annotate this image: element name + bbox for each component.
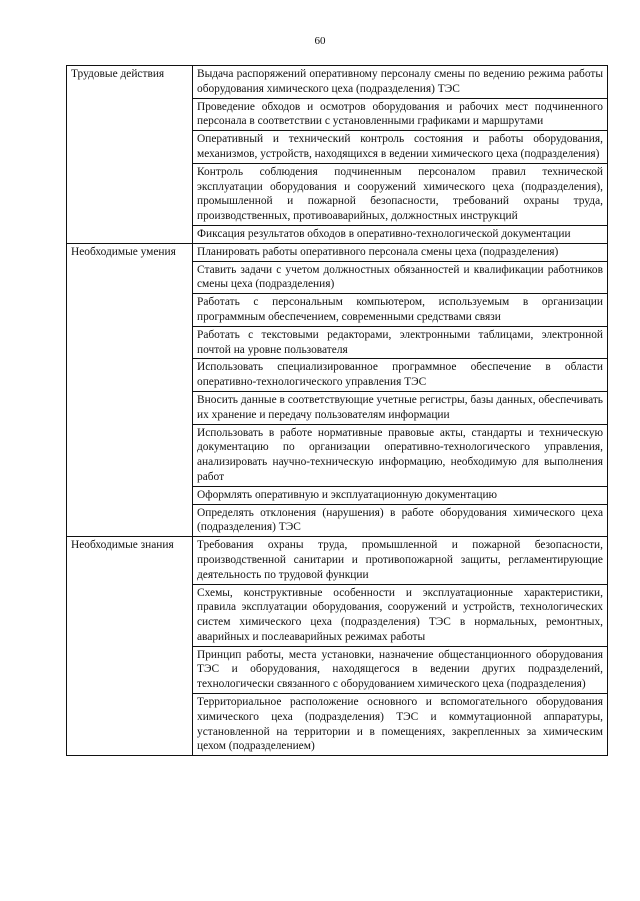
item-cell: Вносить данные в соответствующие учетные регистры, базы данных, обеспечивать их хранение и передачу пользователям информации [193,391,608,424]
table-row [67,537,608,584]
item-cell: Ставить задачи с учетом должностных обязанностей и квалификации работников смены цеха (подразделения) [193,261,608,294]
item-cell: Определять отклонения (нарушения) в работе оборудования химического цеха (подразделения) ТЭС [193,504,608,537]
table-row [67,66,608,99]
item-cell: Территориальное расположение основного и вспомогательного оборудования химического цеха (подразделения) ТЭС и коммутационной аппаратуры, установленной на территории и в помещениях, закрепленных за химическим цехом (подразделением) [193,694,608,756]
requirements-table [66,65,608,756]
item-cell: Использовать специализированное программное обеспечение в области оперативно-технологического управления ТЭС [193,359,608,392]
item-cell: Принцип работы, места установки, назначение общестанционного оборудования ТЭС и оборудования, находящегося в ведении других подразделений, технологически связанного с оборудованием химического цеха (подразделения) [193,646,608,693]
item-cell: Работать с персональным компьютером, используемым в организации программным обеспечением, современными средствами связи [193,294,608,327]
category-cell-required-knowledge [67,537,193,756]
item-cell: Фиксация результатов обходов в оперативно-технологической документации [193,225,608,243]
item-cell: Выдача распоряжений оперативному персоналу смены по ведению режима работы оборудования химического цеха (подразделения) ТЭС [193,66,608,99]
category-cell-required-skills [67,243,193,536]
table-row [67,243,608,261]
item-cell: Оперативный и технический контроль состояния и работы оборудования, механизмов, устройств, находящихся в ведении химического цеха (подразделения) [193,131,608,164]
category-label: Необходимые умения [71,245,176,258]
item-cell: Оформлять оперативную и эксплуатационную документацию [193,486,608,504]
item-cell: Использовать в работе нормативные правовые акты, стандарты и техническую документацию по организации оперативно-технологического управления, анализировать научно-техническую информацию, необходимую для выполнения работ [193,424,608,486]
category-cell-labor-actions [67,66,193,244]
category-label: Трудовые действия [71,68,165,80]
item-cell: Работать с текстовыми редакторами, электронными таблицами, электронной почтой на уровне пользователя [193,326,608,359]
item-cell: Схемы, конструктивные особенности и эксплуатационные характеристики, правила эксплуатации оборудования, сооружений и устройств, технологических систем химического цеха (подразделения) ТЭС в нормальных, ремонтных, аварийных и послеаварийных режимах работы [193,584,608,646]
item-cell: Проведение обходов и осмотров оборудования и рабочих мест подчиненного персонала в соответствии с установленными графиками и маршрутами [193,98,608,131]
item-cell: Планировать работы оперативного персонала смены цеха (подразделения) [193,243,608,261]
item-cell: Требования охраны труда, промышленной и пожарной безопасности, производственной санитарии и противопожарной защиты, регламентирующие деятельность по трудовой функции [193,537,608,584]
page-number: 60 [314,35,326,47]
item-cell: Контроль соблюдения подчиненным персоналом правил технической эксплуатации оборудования и сооружений химического цеха (подразделения), промышленной и пожарной безопасности, требований охраны труда, производственных, противоаварийных, должностных инструкций [193,163,608,225]
category-label: Необходимые знания [71,539,174,552]
